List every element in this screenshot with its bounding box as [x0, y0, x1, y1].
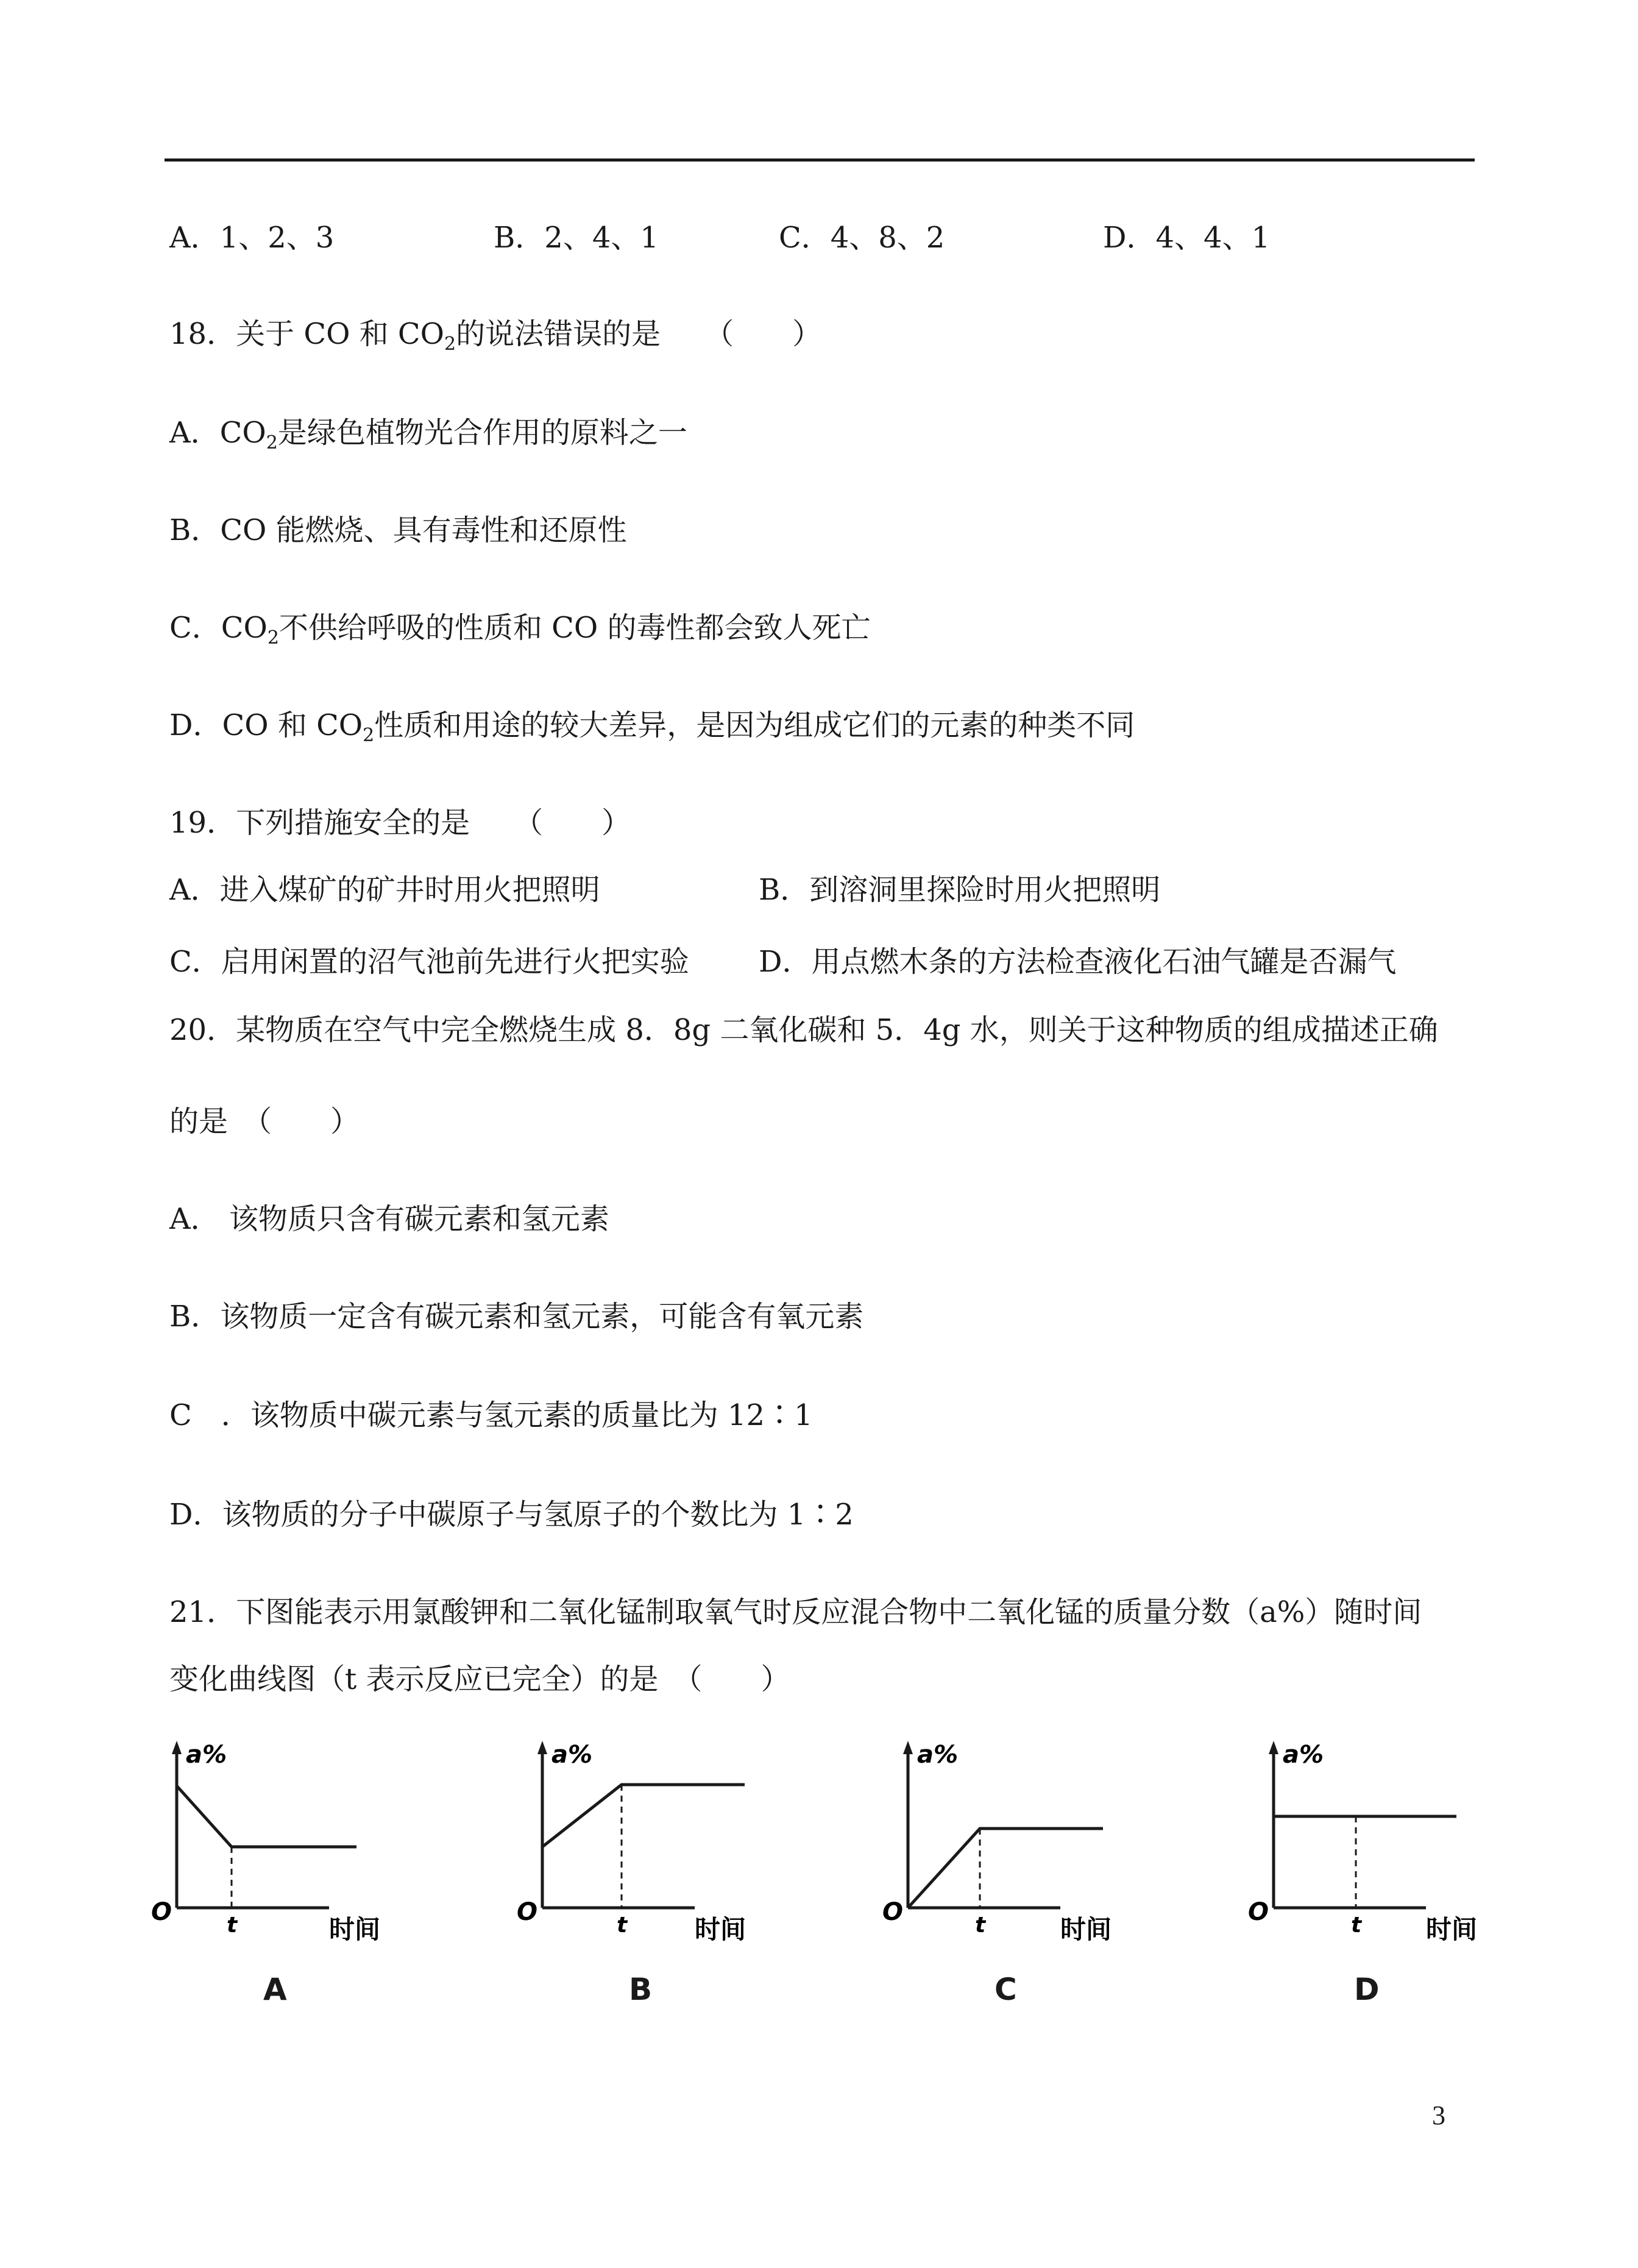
graph-c-t-label: t	[975, 1913, 986, 1938]
graph-d	[1243, 1737, 1511, 1959]
q20-option-d: D．该物质的分子中碳原子与氢原子的个数比为 1∶2	[169, 1498, 854, 1532]
graph-c-curve	[908, 1829, 1103, 1908]
graph-b-y-label: a%	[551, 1741, 593, 1769]
graph-b-x-label: 时间	[695, 1914, 746, 1944]
q18-stem: 18．关于 CO 和 $CO_2$的说法错误的是 （ ）	[169, 317, 822, 355]
graph-c	[878, 1737, 1146, 1959]
q21-stem-line1: 21．下图能表示用氯酸钾和二氧化锰制取氧气时反应混合物中二氧化锰的质量分数（a%）随时间	[169, 1595, 1422, 1629]
page-number: 3	[1432, 2100, 1445, 2130]
q17-option-b: B．2、4、1	[494, 221, 659, 255]
graph-b	[512, 1737, 780, 1959]
q18-option-a: A．$CO_2$是绿色植物光合作用的原料之一	[169, 416, 687, 453]
q19-option-c: C．启用闲置的沼气池前先进行火把实验	[169, 945, 689, 979]
q17-option-c: C．4、8、2	[779, 221, 945, 255]
q19-option-b: B．到溶洞里探险时用火把照明	[759, 873, 1161, 907]
graph-a	[146, 1737, 414, 1959]
q20-stem-line2: 的是 （ ）	[169, 1104, 360, 1139]
graph-a-svg	[146, 1737, 414, 1957]
graph-c-y-arrow	[903, 1741, 913, 1754]
graph-c-origin: O	[882, 1898, 904, 1926]
q20-option-b: B．该物质一定含有碳元素和氢元素，可能含有氧元素	[169, 1299, 864, 1334]
graph-d-origin: O	[1248, 1898, 1269, 1926]
graph-b-t-label: t	[617, 1913, 628, 1938]
graph-b-curve	[542, 1785, 745, 1847]
q20-stem-line1: 20．某物质在空气中完全燃烧生成 8．8g 二氧化碳和 5．4g 水，则关于这种物质的组成描述正确	[169, 1013, 1438, 1047]
q18-option-c: C．$CO_2$不供给呼吸的性质和 CO 的毒性都会致人死亡	[169, 611, 871, 649]
graph-a-curve	[177, 1786, 356, 1847]
graph-c-svg	[878, 1737, 1146, 1957]
q18-option-b: B．CO 能燃烧、具有毒性和还原性	[169, 513, 627, 547]
q17-option-a: A．1、2、3	[169, 221, 335, 255]
graph-b-svg	[512, 1737, 780, 1957]
q18-option-d: D．CO 和 $CO_2$性质和用途的较大差异，是因为组成它们的元素的种类不同	[169, 708, 1135, 746]
graph-d-t-label: t	[1351, 1913, 1362, 1938]
q19-option-a: A．进入煤矿的矿井时用火把照明	[169, 873, 600, 907]
header-rule	[165, 158, 1475, 162]
graph-a-x-label: 时间	[329, 1914, 381, 1944]
graph-a-origin: O	[151, 1898, 172, 1926]
graph-c-x-label: 时间	[1060, 1914, 1112, 1944]
graph-d-svg	[1243, 1737, 1511, 1957]
q17-option-d: D．4、4、1	[1103, 221, 1271, 255]
graph-b-origin: O	[517, 1898, 538, 1926]
q19-stem: 19．下列措施安全的是 （ ）	[169, 806, 631, 840]
graph-d-x-label: 时间	[1426, 1914, 1478, 1944]
graph-d-y-label: a%	[1283, 1741, 1324, 1769]
graph-a-t-label: t	[227, 1913, 238, 1938]
q21-stem-line2: 变化曲线图（t 表示反应已完全）的是 （ ）	[169, 1662, 790, 1696]
graph-a-y-arrow	[172, 1741, 182, 1754]
graph-c-y-label: a%	[917, 1741, 959, 1769]
graph-c-label: C	[994, 1972, 1017, 2007]
graph-d-y-arrow	[1269, 1741, 1278, 1754]
graph-b-label: B	[629, 1972, 653, 2007]
q20-option-c: C ．该物质中碳元素与氢元素的质量比为 12∶1	[169, 1398, 813, 1432]
graph-d-label: D	[1354, 1972, 1380, 2007]
graph-b-y-arrow	[537, 1741, 547, 1754]
q20-option-a: A． 该物质只含有碳元素和氢元素	[169, 1202, 609, 1236]
graph-a-y-label: a%	[186, 1741, 227, 1769]
graph-a-label: A	[263, 1972, 287, 2007]
q19-option-d: D．用点燃木条的方法检查液化石油气罐是否漏气	[759, 945, 1397, 979]
